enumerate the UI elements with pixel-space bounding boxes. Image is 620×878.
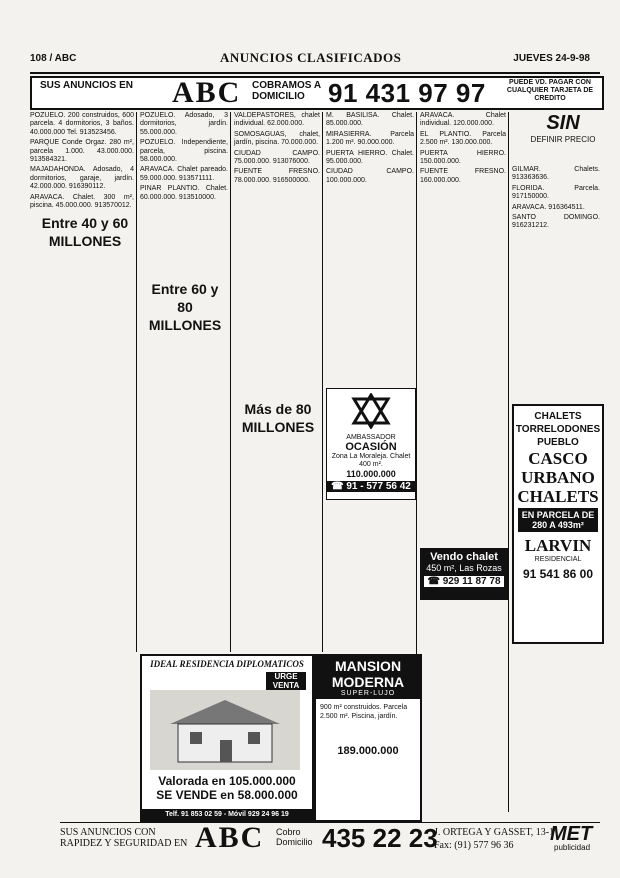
top-banner: [30, 76, 604, 110]
mansion-title2: MODERNA: [331, 674, 405, 690]
chalets-line5: URBANO: [521, 468, 595, 487]
list-item: M. BASILISA. Chalet. 85.000.000.: [326, 112, 414, 128]
ideal-badge: URGE VENTA: [266, 672, 306, 690]
list-item: ARAVACA. Chalet. 300 m², piscina. 45.000.000. 913570012.: [30, 193, 134, 210]
footer-left: SUS ANUNCIOS CON RAPIDEZ Y SEGURIDAD EN: [60, 827, 188, 849]
ideal-se-vende: SE VENDE en 58.000.000: [156, 788, 298, 802]
mansion-text: 900 m² construidos. Parcela 2.500 m². Piscina, jardín.: [320, 704, 408, 720]
larvin-sub: RESIDENCIAL: [534, 556, 582, 563]
list-item: FLORIDA. Parcela. 917150000.: [512, 184, 600, 201]
chalets-line2: TORRELODONES: [515, 424, 601, 435]
list-item: CIUDAD CAMPO. 75.000.000. 913076000.: [234, 149, 320, 166]
met-sub: publicidad: [554, 843, 591, 852]
abc-logo: ABC: [172, 76, 242, 109]
banner-phone: 91 431 97 97: [328, 78, 486, 108]
list-item: ARAVACA. Chalet individual. 120.000.000.: [420, 112, 506, 128]
list-item: PUERTA HIERRO. Chalet. 95.000.000.: [326, 149, 414, 166]
ideal-tel: Telf. 91 853 02 59 - Móvil 929 24 96 19: [142, 809, 312, 820]
star-of-david-icon: [351, 393, 391, 429]
met-logo: MET: [550, 823, 593, 845]
list-item: VALDEPASTORES, chalet individual. 62.000.000.: [234, 112, 320, 128]
section-title: ANUNCIOS CLASIFICADOS: [220, 50, 402, 65]
vchalet-title: Vendo chalet: [430, 551, 498, 563]
column-3: [234, 112, 320, 187]
list-item: POZUELO. Adosado, 3 dormitorios, jardín. 55.000.000.: [140, 112, 228, 136]
chalets-line3: PUEBLO: [537, 437, 579, 448]
list-item: POZUELO. Independiente, parcela, piscina. 58.000.000.: [140, 139, 228, 164]
list-item: SANTO DOMINGO. 916231212.: [512, 214, 600, 230]
list-item: MIRASIERRA. Parcela 1.200 m². 90.000.000.: [326, 130, 414, 147]
chalets-line7: EN PARCELA DE: [521, 510, 595, 520]
banner-right-text: PUEDE VD. PAGAR CON CUALQUIER TARJETA DE CREDITO: [506, 79, 594, 102]
page-header: [30, 50, 600, 74]
list-item: FUENTE FRESNO. 160.000.000.: [420, 168, 506, 184]
list-item: PINAR PLANTIO. Chalet. 60.000.000. 913510000.: [140, 185, 228, 201]
chalets-line4: CASCO: [528, 449, 588, 468]
sin-title: SIN: [546, 112, 580, 134]
ocasion-ad: [326, 388, 416, 500]
vchalet-phone: ☎ 929 11 87 78: [424, 576, 504, 587]
ocasion-text: Zona La Moraleja. Chalet 400 m².: [331, 453, 411, 468]
footer-fax: Fax: (91) 577 96 36: [434, 840, 514, 851]
ocasion-price: 110.000.000: [346, 469, 396, 479]
list-item: EL PLANTIO. Parcela 2.500 m². 130.000.000.: [420, 130, 506, 147]
footer-address: [434, 826, 557, 852]
footer-phone: 435 22 23: [322, 823, 438, 853]
page-number: 108 / ABC: [30, 53, 77, 64]
column-1: [30, 112, 134, 212]
list-item: GILMAR. Chalets. 913363636.: [512, 166, 600, 182]
promo-60-80: Entre 60 y 80 MILLONES: [148, 281, 222, 333]
sin-sub: DEFINIR PRECIO: [530, 135, 596, 144]
chalets-line6: CHALETS: [517, 487, 599, 506]
banner-left-text: SUS ANUNCIOS EN: [40, 80, 133, 91]
mansion-title: MANSION: [334, 658, 402, 674]
footer-addr: J. ORTEGA Y GASSET, 13-1º: [434, 827, 558, 838]
chalets-phone: 91 541 86 00: [522, 567, 594, 581]
ocasion-agency: AMBASSADOR: [346, 434, 396, 441]
mansion-moderna-ad: [314, 654, 422, 822]
ocasion-phone: ☎ 91 - 577 56 42: [327, 481, 415, 492]
vendo-chalet-ad: [420, 548, 508, 600]
mansion-price: 189.000.000: [337, 745, 399, 757]
column-4: [326, 112, 414, 187]
sin-precio-box: [526, 112, 600, 156]
ideal-title: IDEAL RESIDENCIA DIPLOMATICOS: [150, 659, 304, 669]
list-item: PARQUE Conde Orgaz. 280 m², parcela 1.000. 43.000.000. 913584321.: [30, 139, 134, 164]
column-6: [512, 166, 600, 233]
promo-mas-80: Más de 80 MILLONES: [241, 401, 315, 435]
chalets-line8: 280 A 493m²: [532, 520, 584, 530]
footer-cobro: Cobro Domicilio: [276, 827, 313, 847]
chalets-torrelodones-ad: [512, 404, 604, 644]
banner-cobramos: COBRAMOS A DOMICILIO: [252, 80, 321, 102]
ideal-residencia-ad: [140, 654, 314, 822]
list-item: ARAVACA. 916364511.: [512, 203, 585, 211]
mansion-header: [316, 656, 420, 699]
list-item: MAJADAHONDA. Adosado, 4 dormitorios, garaje, jardín. 42.000.000. 916390112.: [30, 166, 134, 191]
list-item: FUENTE FRESNO. 78.000.000. 916500000.: [234, 168, 320, 184]
house-illustration: [150, 690, 300, 770]
vchalet-sub: 450 m², Las Rozas: [426, 563, 502, 573]
ideal-valorada: Valorada en 105.000.000: [158, 774, 296, 788]
promo-40-60: Entre 40 y 60 MILLONES: [41, 215, 129, 249]
column-2: [140, 112, 228, 204]
list-item: POZUELO. 200 construidos, 600 parcela. 4 dormitorios, 3 baños. 40.000.000 Tel. 913523456.: [30, 112, 134, 136]
footer-abc-logo: ABC: [195, 821, 265, 854]
ocasion-title: OCASIÓN: [345, 441, 397, 453]
list-item: ARAVACA. Chalet pareado. 59.000.000. 913571111.: [140, 166, 228, 182]
column-5: [420, 112, 506, 187]
list-item: CIUDAD CAMPO. 100.000.000.: [326, 168, 414, 184]
chalets-parcela: [518, 508, 598, 532]
larvin-logo: LARVIN: [524, 536, 592, 555]
page-footer: [60, 822, 600, 855]
list-item: PUERTA HIERRO. 150.000.000.: [420, 149, 506, 166]
mansion-sub: SUPER-LUJO: [340, 690, 396, 697]
list-item: SOMOSAGUAS, chalet, jardín, piscina. 70.000.000.: [234, 130, 320, 147]
chalets-line1: CHALETS: [534, 411, 582, 422]
issue-date: JUEVES 24-9-98: [513, 53, 590, 64]
